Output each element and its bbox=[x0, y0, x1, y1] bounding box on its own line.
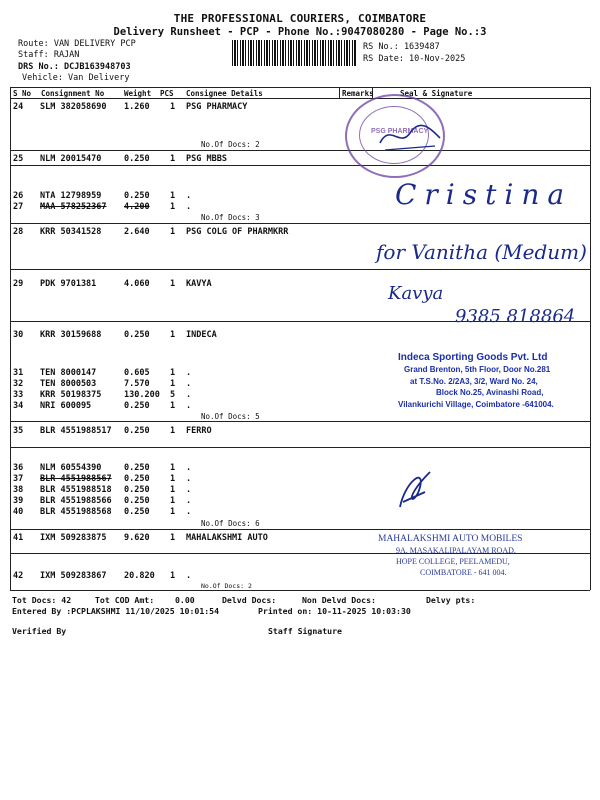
table-row-consignment: BLR 4551988568 bbox=[40, 507, 112, 517]
non-delivered-docs: Non Delvd Docs: bbox=[302, 595, 376, 605]
table-row-sno: 42 bbox=[13, 571, 24, 581]
indeca-stamp-name: Indeca Sporting Goods Pvt. Ltd bbox=[398, 352, 548, 363]
rs-number: RS No.: 1639487 bbox=[363, 42, 440, 52]
table-row-consignment: BLR 4551988566 bbox=[40, 496, 112, 506]
indeca-stamp-line2: at T.S.No. 2/2A3, 3/2, Ward No. 24, bbox=[410, 377, 538, 386]
table-row-weight: 4.200 bbox=[124, 202, 150, 212]
table-row-consignment: PDK 9701381 bbox=[40, 279, 97, 289]
signature-kavya: Kavya bbox=[388, 283, 444, 304]
table-row-weight: 4.060 bbox=[124, 279, 150, 289]
table-row-details: MAHALAKSHMI AUTO bbox=[186, 533, 268, 543]
table-row-weight: 0.250 bbox=[124, 507, 150, 517]
table-row-sno: 39 bbox=[13, 496, 24, 506]
table-row-pcs: 1 bbox=[170, 202, 176, 212]
table-row-pcs: 1 bbox=[170, 227, 176, 237]
table-row-weight: 0.605 bbox=[124, 368, 150, 378]
table-row-sno: 24 bbox=[13, 102, 24, 112]
table-row-details: . bbox=[186, 401, 192, 411]
table-row-sno: 34 bbox=[13, 401, 24, 411]
table-row-consignment: BLR 4551988517 bbox=[40, 426, 112, 436]
table-row-weight: 9.620 bbox=[124, 533, 150, 543]
table-row-pcs: 1 bbox=[170, 379, 176, 389]
table-row-details: PSG COLG OF PHARMKRR bbox=[186, 227, 289, 237]
verified-by: Verified By bbox=[12, 626, 67, 636]
table-row-consignment: NRI 600095 bbox=[40, 401, 92, 411]
table-right-border bbox=[590, 87, 591, 590]
signature-24 bbox=[375, 118, 445, 158]
table-row-details: FERRO bbox=[186, 426, 212, 436]
table-row-weight: 2.640 bbox=[124, 227, 150, 237]
table-row-details: . bbox=[186, 496, 192, 506]
table-header-rule bbox=[10, 98, 590, 99]
col-consignee-details: Consignee Details bbox=[186, 89, 263, 98]
table-row-consignment: IXM 509283875 bbox=[40, 533, 107, 543]
table-row-details: . bbox=[186, 463, 192, 473]
table-row-consignment: NTA 12798959 bbox=[40, 191, 102, 201]
table-row-details: . bbox=[186, 390, 192, 400]
table-row-sno: 40 bbox=[13, 507, 24, 517]
col-remarks: Remarks bbox=[342, 89, 374, 98]
total-docs: Tot Docs: 42 bbox=[12, 595, 72, 605]
group-rule bbox=[10, 165, 590, 166]
total-cod-label: Tot COD Amt: bbox=[95, 595, 155, 605]
docs-count: No.Of Docs: 2 bbox=[201, 140, 260, 149]
table-row-consignment: BLR 4551988518 bbox=[40, 485, 112, 495]
staff: Staff: RAJAN bbox=[18, 50, 80, 60]
mahalakshmi-stamp-line1: 9A, MASAKALIPALAYAM ROAD, bbox=[396, 546, 516, 555]
table-row-pcs: 1 bbox=[170, 507, 176, 517]
table-row-consignment: SLM 382058690 bbox=[40, 102, 107, 112]
docs-count: No.Of Docs: 2 bbox=[201, 582, 252, 590]
table-row-pcs: 1 bbox=[170, 154, 176, 164]
table-row-pcs: 1 bbox=[170, 496, 176, 506]
table-row-details: . bbox=[186, 507, 192, 517]
table-row-consignment: TEN 8000503 bbox=[40, 379, 97, 389]
table-row-pcs: 1 bbox=[170, 533, 176, 543]
table-row-sno: 29 bbox=[13, 279, 24, 289]
table-row-sno: 32 bbox=[13, 379, 24, 389]
group-rule bbox=[10, 447, 590, 448]
table-row-consignment: TEN 8000147 bbox=[40, 368, 97, 378]
table-row-sno: 37 bbox=[13, 474, 24, 484]
table-row-details: . bbox=[186, 191, 192, 201]
table-row-pcs: 5 bbox=[170, 390, 176, 400]
table-row-pcs: 1 bbox=[170, 474, 176, 484]
table-row-pcs: 1 bbox=[170, 463, 176, 473]
table-row-sno: 28 bbox=[13, 227, 24, 237]
table-row-pcs: 1 bbox=[170, 330, 176, 340]
group-rule bbox=[10, 223, 590, 224]
table-row-weight: 130.200 bbox=[124, 390, 160, 400]
table-row-pcs: 1 bbox=[170, 102, 176, 112]
table-row-details: . bbox=[186, 485, 192, 495]
table-row-weight: 0.250 bbox=[124, 496, 150, 506]
drs-number: DRS No.: DCJB163948703 bbox=[18, 62, 131, 72]
sheet-title: Delivery Runsheet - PCP - Phone No.:9047080280 - Page No.:3 bbox=[113, 26, 487, 38]
delivery-points: Delvy pts: bbox=[426, 595, 476, 605]
table-row-weight: 0.250 bbox=[124, 401, 150, 411]
remarks-divider bbox=[339, 87, 340, 98]
table-row-details: KAVYA bbox=[186, 279, 212, 289]
table-row-consignment: KRR 50198375 bbox=[40, 390, 102, 400]
table-row-sno: 33 bbox=[13, 390, 24, 400]
table-row-consignment: KRR 30159688 bbox=[40, 330, 102, 340]
table-row-pcs: 1 bbox=[170, 571, 176, 581]
group-rule bbox=[10, 421, 590, 422]
group-rule bbox=[10, 269, 590, 270]
table-row-weight: 0.250 bbox=[124, 191, 150, 201]
indeca-stamp-line1: Grand Brenton, 5th Floor, Door No.281 bbox=[404, 365, 551, 374]
table-row-pcs: 1 bbox=[170, 279, 176, 289]
col-weight: Weight bbox=[124, 89, 152, 98]
table-row-details: INDECA bbox=[186, 330, 217, 340]
table-row-weight: 1.260 bbox=[124, 102, 150, 112]
table-left-border bbox=[10, 87, 11, 590]
table-row-sno: 26 bbox=[13, 191, 24, 201]
table-row-sno: 31 bbox=[13, 368, 24, 378]
col-pcs: PCS bbox=[160, 89, 174, 98]
docs-count: No.Of Docs: 3 bbox=[201, 213, 260, 222]
table-row-sno: 35 bbox=[13, 426, 24, 436]
table-top-rule bbox=[10, 87, 590, 88]
total-cod-value: 0.00 bbox=[175, 595, 195, 605]
handwritten-phone: 9385 818864 bbox=[455, 306, 576, 327]
table-row-pcs: 1 bbox=[170, 426, 176, 436]
table-row-sno: 36 bbox=[13, 463, 24, 473]
table-row-weight: 0.250 bbox=[124, 330, 150, 340]
table-row-weight: 0.250 bbox=[124, 485, 150, 495]
group-rule bbox=[10, 150, 590, 151]
table-row-sno: 30 bbox=[13, 330, 24, 340]
table-row-weight: 20.820 bbox=[124, 571, 155, 581]
vehicle: Vehicle: Van Delivery bbox=[22, 73, 130, 83]
table-bottom-rule bbox=[10, 590, 590, 591]
indeca-stamp-line3: Block No.25, Avinashi Road, bbox=[436, 388, 544, 397]
docs-count: No.Of Docs: 5 bbox=[201, 412, 260, 421]
route: Route: VAN DELIVERY PCP bbox=[18, 39, 136, 49]
table-row-consignment: BLR 4551988567 bbox=[40, 474, 112, 484]
company-title: THE PROFESSIONAL COURIERS, COIMBATORE bbox=[173, 12, 427, 25]
docs-count: No.Of Docs: 6 bbox=[201, 519, 260, 528]
table-row-consignment: NLM 20015470 bbox=[40, 154, 102, 164]
table-row-sno: 25 bbox=[13, 154, 24, 164]
mahalakshmi-stamp-line2: HOPE COLLEGE, PEELAMEDU, bbox=[396, 557, 510, 566]
table-row-sno: 27 bbox=[13, 202, 24, 212]
signature-cristina: Cristina bbox=[395, 178, 573, 211]
delivered-docs: Delvd Docs: bbox=[222, 595, 277, 605]
group-rule bbox=[10, 529, 590, 530]
entered-by: Entered By :PCPLAKSHMI 11/10/2025 10:01:54 bbox=[12, 606, 220, 616]
table-row-pcs: 1 bbox=[170, 485, 176, 495]
psg-stamp-text: PSG PHARMACY bbox=[371, 128, 429, 135]
col-consignment: Consignment No bbox=[41, 89, 105, 98]
table-row-pcs: 1 bbox=[170, 191, 176, 201]
table-row-details: . bbox=[186, 571, 192, 581]
mahalakshmi-stamp-name: MAHALAKSHMI AUTO MOBILES bbox=[378, 534, 523, 544]
table-row-weight: 0.250 bbox=[124, 154, 150, 164]
table-row-details: PSG MBBS bbox=[186, 154, 227, 164]
printed-on: Printed on: 10-11-2025 10:03:30 bbox=[258, 606, 411, 616]
table-row-consignment: IXM 509283867 bbox=[40, 571, 107, 581]
table-row-details: . bbox=[186, 202, 192, 212]
table-row-pcs: 1 bbox=[170, 368, 176, 378]
col-sno: S No bbox=[13, 89, 32, 98]
table-row-pcs: 1 bbox=[170, 401, 176, 411]
signature-36-40 bbox=[395, 462, 435, 512]
table-row-weight: 0.250 bbox=[124, 474, 150, 484]
table-row-sno: 41 bbox=[13, 533, 24, 543]
table-row-weight: 0.250 bbox=[124, 463, 150, 473]
indeca-stamp-line4: Vilankurichi Village, Coimbatore -641004. bbox=[398, 400, 554, 409]
staff-signature: Staff Signature bbox=[268, 626, 342, 636]
mahalakshmi-stamp-line3: COIMBATORE - 641 004. bbox=[420, 568, 507, 577]
table-row-consignment: MAA 578252367 bbox=[40, 202, 107, 212]
table-row-details: . bbox=[186, 474, 192, 484]
table-row-consignment: KRR 50341528 bbox=[40, 227, 102, 237]
col-seal-signature: Seal & Signature bbox=[400, 89, 473, 98]
table-row-details: . bbox=[186, 368, 192, 378]
table-row-weight: 7.570 bbox=[124, 379, 150, 389]
table-row-weight: 0.250 bbox=[124, 426, 150, 436]
table-row-details: . bbox=[186, 379, 192, 389]
signature-vanitha: for Vanitha (Medum) bbox=[376, 240, 587, 264]
table-row-sno: 38 bbox=[13, 485, 24, 495]
rs-date: RS Date: 10-Nov-2025 bbox=[363, 54, 466, 64]
table-row-details: PSG PHARMACY bbox=[186, 102, 248, 112]
barcode bbox=[232, 40, 356, 66]
table-row-consignment: NLM 60554390 bbox=[40, 463, 102, 473]
